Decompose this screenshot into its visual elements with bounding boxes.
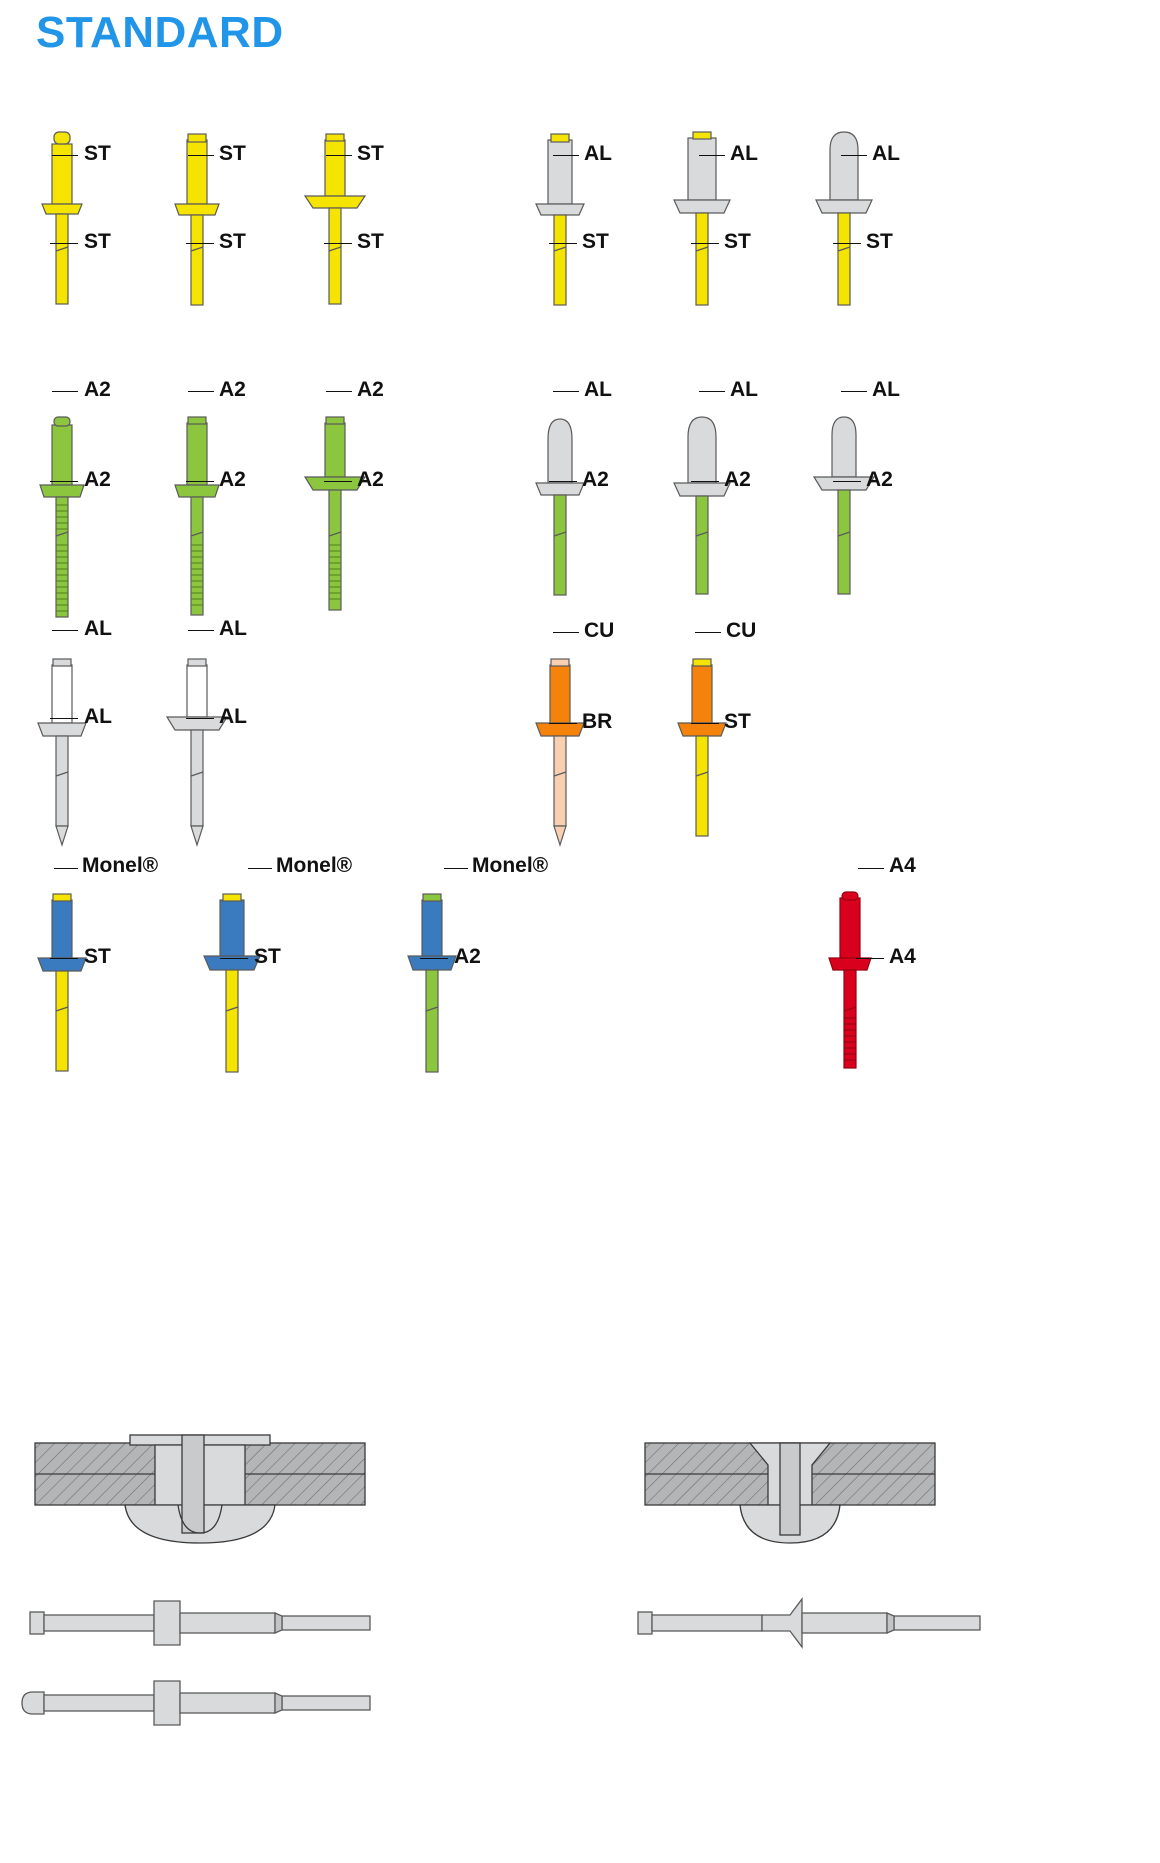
leader-line bbox=[50, 243, 78, 244]
label-r3c5-body: CU bbox=[726, 619, 757, 642]
label-r4c2-body: Monel® bbox=[276, 854, 353, 877]
label-r2c6-body: AL bbox=[872, 378, 900, 401]
leader-line bbox=[549, 243, 577, 244]
rivet-r3c1 bbox=[20, 645, 150, 875]
leader-line bbox=[691, 723, 719, 724]
cross-section-countersunk-head bbox=[640, 1425, 940, 1590]
label-r1c3-mandrel: ST bbox=[357, 230, 384, 253]
label-r2c3-body: A2 bbox=[357, 378, 384, 401]
leader-line bbox=[841, 391, 867, 392]
leader-line bbox=[420, 958, 448, 959]
label-r1c1-body: ST bbox=[84, 142, 111, 165]
leader-line bbox=[699, 391, 725, 392]
leader-line bbox=[50, 958, 78, 959]
rivet-r2c1 bbox=[20, 405, 150, 635]
label-r2c4-mandrel: A2 bbox=[582, 468, 609, 491]
rivet-r4c3 bbox=[390, 880, 520, 1110]
leader-line bbox=[248, 868, 272, 869]
leader-line bbox=[52, 155, 78, 156]
rivet-r3c5 bbox=[660, 645, 790, 875]
label-r1c5-mandrel: ST bbox=[724, 230, 751, 253]
leader-line bbox=[549, 481, 577, 482]
leader-line bbox=[186, 718, 214, 719]
rivet-r2c3 bbox=[293, 405, 423, 635]
leader-line bbox=[553, 155, 579, 156]
side-view-countersunk-head bbox=[630, 1595, 990, 1670]
label-r1c2-body: ST bbox=[219, 142, 246, 165]
rivet-r2c6 bbox=[802, 405, 932, 635]
label-r1c5-body: AL bbox=[730, 142, 758, 165]
label-r2c3-mandrel: A2 bbox=[357, 468, 384, 491]
label-r4c4-mandrel: A4 bbox=[889, 945, 916, 968]
label-r2c6-mandrel: A2 bbox=[866, 468, 893, 491]
leader-line bbox=[326, 155, 352, 156]
page-title: STANDARD bbox=[36, 8, 284, 57]
leader-line bbox=[52, 391, 78, 392]
section-views bbox=[0, 1430, 1160, 1860]
leader-line bbox=[444, 868, 468, 869]
label-r1c4-mandrel: ST bbox=[582, 230, 609, 253]
leader-line bbox=[841, 155, 867, 156]
label-r1c6-body: AL bbox=[872, 142, 900, 165]
side-view-flat-head-round-mandrel bbox=[20, 1675, 380, 1750]
rivet-r3c4 bbox=[518, 645, 648, 875]
label-r2c5-mandrel: A2 bbox=[724, 468, 751, 491]
rivet-r3c2 bbox=[155, 645, 285, 875]
rivet-r2c4 bbox=[518, 405, 648, 635]
leader-line bbox=[856, 958, 884, 959]
label-r1c3-body: ST bbox=[357, 142, 384, 165]
rivet-r4c1 bbox=[20, 880, 150, 1110]
rivet-r2c5 bbox=[660, 405, 790, 635]
leader-line bbox=[699, 155, 725, 156]
leader-line bbox=[186, 481, 214, 482]
label-r3c5-mandrel: ST bbox=[724, 710, 751, 733]
label-r1c2-mandrel: ST bbox=[219, 230, 246, 253]
label-r2c4-body: AL bbox=[584, 378, 612, 401]
label-r3c4-mandrel: BR bbox=[582, 710, 613, 733]
leader-line bbox=[326, 391, 352, 392]
label-r3c1-mandrel: AL bbox=[84, 705, 112, 728]
label-r2c1-body: A2 bbox=[84, 378, 111, 401]
leader-line bbox=[188, 630, 214, 631]
leader-line bbox=[553, 632, 579, 633]
label-r3c1-body: AL bbox=[84, 617, 112, 640]
label-r4c3-mandrel: A2 bbox=[454, 945, 481, 968]
label-r1c1-mandrel: ST bbox=[84, 230, 111, 253]
label-r3c4-body: CU bbox=[584, 619, 615, 642]
leader-line bbox=[220, 958, 248, 959]
leader-line bbox=[50, 481, 78, 482]
cross-section-flat-head bbox=[30, 1425, 370, 1590]
label-r3c2-body: AL bbox=[219, 617, 247, 640]
label-r4c4-body: A4 bbox=[889, 854, 916, 877]
label-r2c2-body: A2 bbox=[219, 378, 246, 401]
leader-line bbox=[186, 243, 214, 244]
label-r1c6-mandrel: ST bbox=[866, 230, 893, 253]
leader-line bbox=[188, 391, 214, 392]
rivet-r4c4 bbox=[805, 880, 935, 1110]
label-r2c5-body: AL bbox=[730, 378, 758, 401]
leader-line bbox=[833, 243, 861, 244]
leader-line bbox=[691, 481, 719, 482]
label-r2c2-mandrel: A2 bbox=[219, 468, 246, 491]
label-r4c3-body: Monel® bbox=[472, 854, 549, 877]
label-r1c4-body: AL bbox=[584, 142, 612, 165]
label-r3c2-mandrel: AL bbox=[219, 705, 247, 728]
leader-line bbox=[549, 723, 577, 724]
leader-line bbox=[324, 481, 352, 482]
rivet-r4c2 bbox=[190, 880, 320, 1110]
leader-line bbox=[324, 243, 352, 244]
leader-line bbox=[691, 243, 719, 244]
side-view-flat-head-flat-mandrel bbox=[20, 1595, 380, 1670]
leader-line bbox=[188, 155, 214, 156]
label-r4c2-mandrel: ST bbox=[254, 945, 281, 968]
leader-line bbox=[54, 868, 78, 869]
leader-line bbox=[695, 632, 721, 633]
leader-line bbox=[553, 391, 579, 392]
leader-line bbox=[833, 481, 861, 482]
label-r4c1-body: Monel® bbox=[82, 854, 159, 877]
leader-line bbox=[50, 718, 78, 719]
leader-line bbox=[52, 630, 78, 631]
label-r2c1-mandrel: A2 bbox=[84, 468, 111, 491]
rivet-r2c2 bbox=[155, 405, 285, 635]
label-r4c1-mandrel: ST bbox=[84, 945, 111, 968]
leader-line bbox=[858, 868, 884, 869]
